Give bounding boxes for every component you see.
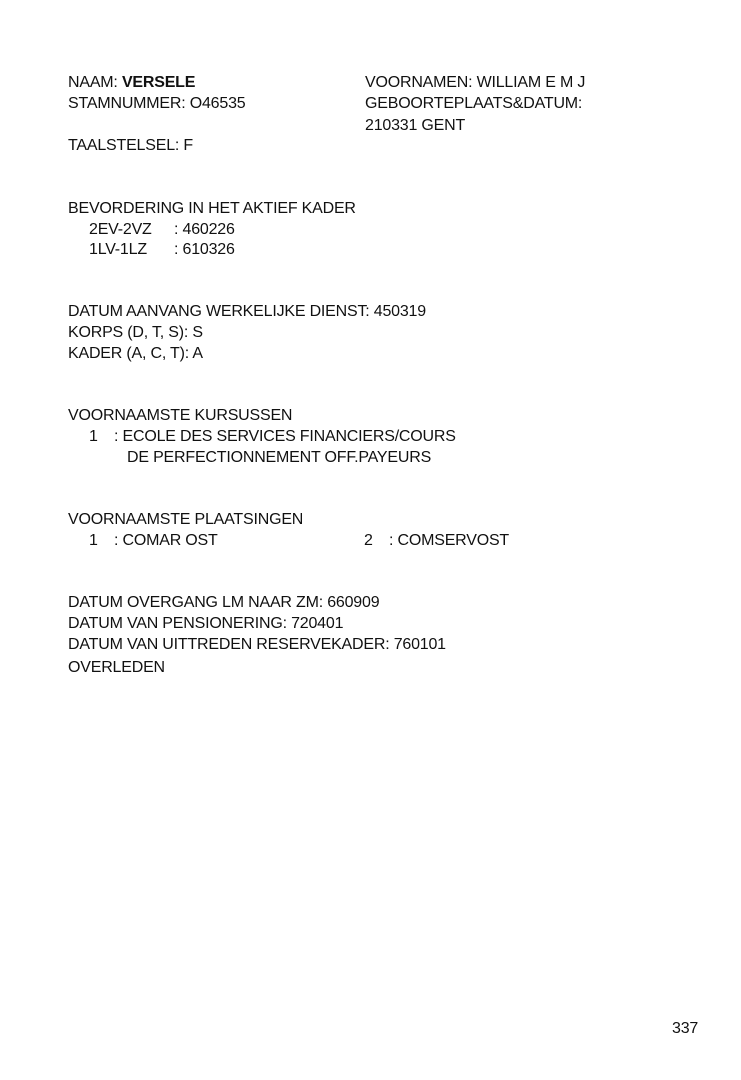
plaatsingen-title: VOORNAAMSTE PLAATSINGEN [68,511,304,528]
stamnummer: STAMNUMMER: O46535 [68,95,246,112]
geboorte-value: 210331 GENT [365,117,466,134]
naam-label: NAAM: [68,74,118,91]
datum-overgang: DATUM OVERGANG LM NAAR ZM: 660909 [68,594,380,611]
kursus-line-2: DE PERFECTIONNEMENT OFF.PAYEURS [127,449,432,466]
bevordering-rank-2: 1LV-1LZ [89,241,147,258]
bevordering-rank-1: 2EV-2VZ [89,221,152,238]
kursussen-title: VOORNAAMSTE KURSUSSEN [68,407,293,424]
datum-aanvang: DATUM AANVANG WERKELIJKE DIENST: 450319 [68,303,426,320]
geboorte-label: GEBOORTEPLAATS&DATUM: [365,95,583,112]
plaatsing-num-1: 1 [89,532,98,549]
kursus-num-1: 1 [89,428,98,445]
plaatsing-num-2: 2 [364,532,373,549]
page-number: 337 [672,1020,699,1037]
naam-line [68,73,195,93]
plaatsing-text-2: : COMSERVOST [389,532,509,549]
plaatsing-text-1: : COMAR OST [114,532,218,549]
overleden: OVERLEDEN [68,659,165,676]
datum-pensionering: DATUM VAN PENSIONERING: 720401 [68,615,344,632]
korps: KORPS (D, T, S): S [68,324,203,341]
kursus-line-1: : ECOLE DES SERVICES FINANCIERS/COURS [114,428,456,445]
naam-value: VERSELE [121,74,196,91]
datum-uittreden: DATUM VAN UITTREDEN RESERVEKADER: 760101 [68,636,446,653]
voornamen: VOORNAMEN: WILLIAM E M J [365,74,586,91]
taalstelsel: TAALSTELSEL: F [68,137,193,154]
bevordering-title: BEVORDERING IN HET AKTIEF KADER [68,200,356,217]
bevordering-date-2: : 610326 [174,241,235,258]
kader: KADER (A, C, T): A [68,345,203,362]
bevordering-date-1: : 460226 [174,221,235,238]
